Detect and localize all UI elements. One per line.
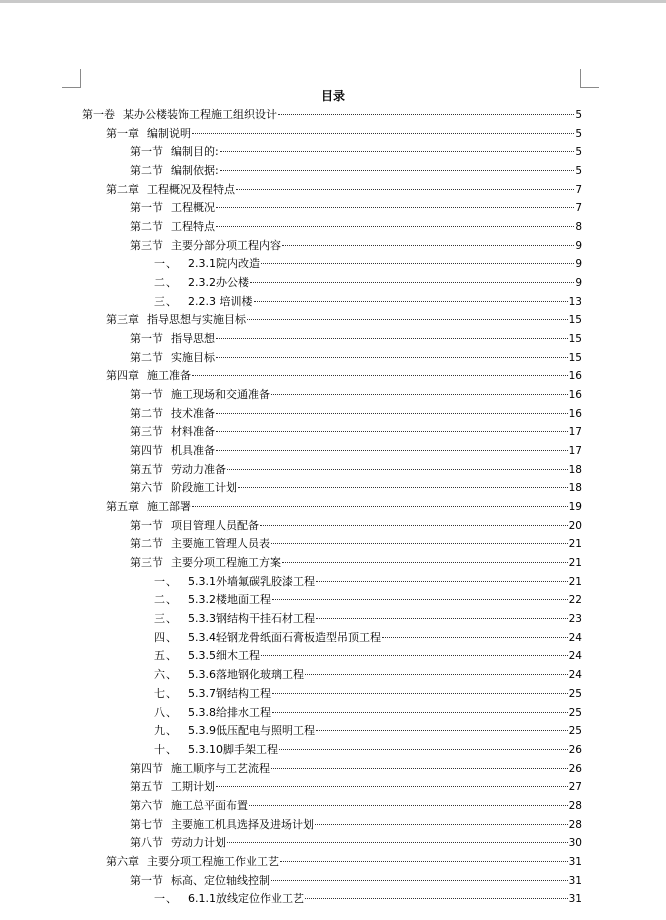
toc-entry-text: 工程概况 bbox=[171, 201, 215, 215]
toc-dot-leader bbox=[382, 637, 568, 638]
toc-entry-text: 主要分项工程施工作业工艺 bbox=[147, 854, 279, 868]
toc-entry-number: 一、 bbox=[154, 892, 178, 906]
toc-entry[interactable] bbox=[82, 760, 582, 779]
toc-entry-number: 八、 bbox=[154, 705, 178, 719]
margin-corner-mark-right bbox=[580, 69, 599, 88]
toc-dot-leader bbox=[261, 263, 574, 264]
toc-entry-text: 主要分部分项工程内容 bbox=[171, 238, 281, 252]
toc-dot-leader bbox=[216, 786, 568, 787]
toc-dot-leader bbox=[271, 543, 568, 544]
toc-page-number: 25 bbox=[568, 725, 582, 738]
toc-entry[interactable] bbox=[82, 797, 582, 816]
toc-page-number: 26 bbox=[568, 762, 582, 775]
toc-dot-leader bbox=[192, 375, 568, 376]
toc-entry-label bbox=[154, 722, 315, 740]
toc-entry-number: 第一节 bbox=[130, 388, 163, 402]
toc-entry-text: 施工总平面布置 bbox=[171, 798, 248, 812]
toc-entry-number: 第六节 bbox=[130, 481, 163, 495]
toc-entry-label bbox=[106, 853, 279, 871]
toc-entry-label bbox=[154, 890, 304, 908]
toc-page-number: 23 bbox=[568, 613, 582, 626]
toc-entry[interactable] bbox=[82, 647, 582, 666]
toc-dot-leader bbox=[227, 842, 568, 843]
toc-page-number: 31 bbox=[568, 855, 582, 868]
toc-entry-text: 劳动力计划 bbox=[171, 836, 226, 850]
toc-dot-leader bbox=[236, 189, 574, 190]
toc-dot-leader bbox=[271, 880, 568, 881]
toc-page-number: 16 bbox=[568, 370, 582, 383]
toc-entry-number: 第二节 bbox=[130, 220, 163, 234]
toc-entry[interactable] bbox=[82, 106, 582, 125]
toc-entry-label bbox=[130, 143, 219, 161]
toc-entry-label bbox=[130, 461, 226, 479]
toc-dot-leader bbox=[227, 469, 568, 470]
toc-entry-text: 6.1.1放线定位作业工艺 bbox=[188, 892, 304, 906]
toc-entry-label bbox=[130, 778, 215, 796]
toc-entry-text: 施工准备 bbox=[147, 369, 191, 383]
toc-dot-leader bbox=[316, 730, 568, 731]
toc-page-number: 17 bbox=[568, 426, 582, 439]
toc-entry-number: 第三节 bbox=[130, 238, 163, 252]
toc-entry-text: 5.3.4轻钢龙骨纸面石膏板造型吊顶工程 bbox=[188, 630, 381, 644]
toc-entry-label bbox=[154, 591, 271, 609]
toc-entry[interactable] bbox=[82, 218, 582, 237]
toc-entry-label bbox=[106, 181, 235, 199]
toc-entry-text: 技术准备 bbox=[171, 406, 215, 420]
toc-entry-text: 主要分项工程施工方案 bbox=[171, 556, 281, 570]
toc-page-number: 7 bbox=[575, 183, 582, 196]
toc-entry-text: 5.3.6落地钢化玻璃工程 bbox=[188, 668, 304, 682]
toc-entry[interactable] bbox=[82, 685, 582, 704]
toc-entry[interactable] bbox=[82, 479, 582, 498]
toc-entry-label bbox=[106, 311, 246, 329]
toc-entry-label bbox=[130, 405, 215, 423]
toc-dot-leader bbox=[247, 319, 568, 320]
toc-entry-label bbox=[130, 517, 259, 535]
toc-entry[interactable] bbox=[82, 535, 582, 554]
toc-dot-leader bbox=[279, 749, 568, 750]
toc-dot-leader bbox=[282, 245, 574, 246]
toc-entry[interactable] bbox=[82, 293, 582, 312]
toc-entry-text: 机具准备 bbox=[171, 444, 215, 458]
toc-entry-number: 第七节 bbox=[130, 817, 163, 831]
toc-entry-label bbox=[130, 349, 215, 367]
toc-entry-number: 第四章 bbox=[106, 369, 139, 383]
toc-dot-leader bbox=[280, 861, 568, 862]
toc-dot-leader bbox=[250, 282, 574, 283]
toc-entry-text: 施工部署 bbox=[147, 500, 191, 514]
toc-entry-number: 第一章 bbox=[106, 126, 139, 140]
toc-entry-text: 5.3.2楼地面工程 bbox=[188, 593, 271, 607]
toc-page-number: 22 bbox=[568, 594, 582, 607]
toc-page-number: 17 bbox=[568, 445, 582, 458]
toc-entry-label bbox=[130, 479, 237, 497]
toc-entry-number: 九、 bbox=[154, 724, 178, 738]
toc-entry-number: 六、 bbox=[154, 668, 178, 682]
toc-dot-leader bbox=[316, 618, 568, 619]
toc-page-number: 31 bbox=[568, 893, 582, 906]
toc-page-number: 16 bbox=[568, 389, 582, 402]
toc-entry-number: 一、 bbox=[154, 257, 178, 271]
toc-entry-label bbox=[130, 423, 215, 441]
toc-entry-text: 标高、定位轴线控制 bbox=[171, 873, 270, 887]
toc-entry[interactable] bbox=[82, 853, 582, 872]
toc-page-number: 5 bbox=[575, 165, 582, 178]
toc-entry-number: 第三节 bbox=[130, 556, 163, 570]
toc-page-number: 9 bbox=[575, 239, 582, 252]
toc-page-number: 15 bbox=[568, 351, 582, 364]
toc-page-number: 15 bbox=[568, 333, 582, 346]
toc-entry-label bbox=[130, 834, 226, 852]
toc-page-number: 5 bbox=[575, 109, 582, 121]
toc-entry-label bbox=[130, 199, 215, 217]
toc-entry-label bbox=[154, 629, 381, 647]
toc-entry[interactable] bbox=[82, 554, 582, 573]
toc-entry-label bbox=[154, 573, 315, 591]
toc-entry[interactable] bbox=[82, 367, 582, 386]
toc-entry-number: 第四节 bbox=[130, 761, 163, 775]
toc-page-number: 15 bbox=[568, 314, 582, 327]
toc-entry[interactable] bbox=[82, 834, 582, 853]
toc-dot-leader bbox=[272, 693, 568, 694]
toc-page-number: 7 bbox=[575, 202, 582, 215]
toc-entry-label bbox=[154, 704, 271, 722]
toc-entry[interactable] bbox=[82, 311, 582, 330]
toc-entry-text: 工程特点 bbox=[171, 220, 215, 234]
toc-entry[interactable] bbox=[82, 890, 582, 909]
toc-dot-leader bbox=[216, 450, 568, 451]
toc-entry[interactable] bbox=[82, 666, 582, 685]
toc-entry-text: 5.3.10脚手架工程 bbox=[188, 742, 278, 756]
toc-dot-leader bbox=[254, 301, 568, 302]
toc-entry-text: 5.3.9低压配电与照明工程 bbox=[188, 724, 315, 738]
toc-entry[interactable] bbox=[82, 704, 582, 723]
toc-entry-label bbox=[130, 797, 248, 815]
toc-entry-label bbox=[154, 610, 315, 628]
toc-entry-number: 三、 bbox=[154, 612, 178, 626]
toc-entry-number: 第二节 bbox=[130, 537, 163, 551]
toc-entry-text: 编制目的: bbox=[171, 145, 219, 159]
toc-entry-text: 阶段施工计划 bbox=[171, 481, 237, 495]
toc-entry-text: 某办公楼装饰工程施工组织设计 bbox=[123, 108, 277, 121]
toc-entry[interactable] bbox=[82, 199, 582, 218]
toc-dot-leader bbox=[271, 394, 568, 395]
toc-entry-text: 编制依据: bbox=[171, 164, 219, 178]
toc-entry-text: 2.2.3 培训楼 bbox=[188, 294, 253, 308]
toc-page-number: 16 bbox=[568, 407, 582, 420]
toc-entry-number: 一、 bbox=[154, 574, 178, 588]
toc-entry[interactable] bbox=[82, 498, 582, 517]
toc-entry[interactable] bbox=[82, 629, 582, 648]
toc-dot-leader bbox=[278, 114, 574, 115]
toc-entry-label bbox=[154, 274, 249, 292]
margin-corner-mark-left bbox=[62, 69, 81, 88]
toc-entry-number: 第六章 bbox=[106, 854, 139, 868]
toc-entry-number: 七、 bbox=[154, 686, 178, 700]
toc-entry-label bbox=[130, 386, 270, 404]
toc-page-number: 21 bbox=[568, 538, 582, 551]
toc-page-number: 30 bbox=[568, 837, 582, 850]
toc-dot-leader bbox=[261, 655, 568, 656]
toc-entry-number: 第六节 bbox=[130, 798, 163, 812]
toc-entry-label bbox=[130, 237, 281, 255]
toc-entry-number: 第五节 bbox=[130, 780, 163, 794]
toc-dot-leader bbox=[260, 525, 568, 526]
toc-entry-label bbox=[130, 554, 281, 572]
toc-entry-number: 二、 bbox=[154, 276, 178, 290]
toc-entry-text: 项目管理人员配备 bbox=[171, 518, 259, 532]
toc-entry[interactable] bbox=[82, 330, 582, 349]
toc-entry[interactable] bbox=[82, 517, 582, 536]
toc-entry-text: 指导思想与实施目标 bbox=[147, 313, 246, 327]
toc-entry-text: 材料准备 bbox=[171, 425, 215, 439]
toc-entry-text: 5.3.1外墙氟碳乳胶漆工程 bbox=[188, 574, 315, 588]
toc-entry-label bbox=[154, 255, 260, 273]
toc-entry-text: 实施目标 bbox=[171, 350, 215, 364]
toc-entry-number: 第三章 bbox=[106, 313, 139, 327]
toc-page-number: 13 bbox=[568, 295, 582, 308]
toc-dot-leader bbox=[272, 599, 568, 600]
toc-page-number: 28 bbox=[568, 818, 582, 831]
toc-dot-leader bbox=[192, 133, 574, 134]
toc-entry[interactable] bbox=[82, 181, 582, 200]
toc-title: 目录 bbox=[320, 89, 345, 103]
toc-page-number: 21 bbox=[568, 557, 582, 570]
toc-dot-leader bbox=[249, 805, 568, 806]
toc-entry-number: 第五章 bbox=[106, 500, 139, 514]
toc-page-number: 20 bbox=[568, 519, 582, 532]
toc-entry-text: 施工顺序与工艺流程 bbox=[171, 761, 270, 775]
toc-entry-text: 主要施工管理人员表 bbox=[171, 537, 270, 551]
toc-dot-leader bbox=[216, 207, 574, 208]
toc-entry[interactable] bbox=[82, 591, 582, 610]
toc-entry[interactable] bbox=[82, 573, 582, 592]
toc-entry-label bbox=[130, 162, 219, 180]
toc-page-number: 9 bbox=[575, 277, 582, 290]
toc-entry-text: 工程概况及程特点 bbox=[147, 182, 235, 196]
toc-entry-number: 第一节 bbox=[130, 332, 163, 346]
toc-dot-leader bbox=[216, 357, 568, 358]
toc-page-number: 19 bbox=[568, 501, 582, 514]
toc-page-number: 25 bbox=[568, 687, 582, 700]
toc-entry[interactable] bbox=[82, 349, 582, 368]
toc-entry-text: 2.3.1院内改造 bbox=[188, 257, 260, 271]
table-of-contents bbox=[82, 106, 582, 909]
toc-entry-text: 5.3.8给排水工程 bbox=[188, 705, 271, 719]
toc-dot-leader bbox=[315, 824, 568, 825]
toc-page-number: 24 bbox=[568, 631, 582, 644]
toc-page-number: 31 bbox=[568, 874, 582, 887]
toc-entry[interactable] bbox=[82, 872, 582, 891]
toc-dot-leader bbox=[216, 338, 568, 339]
toc-page-number: 24 bbox=[568, 650, 582, 663]
toc-dot-leader bbox=[272, 712, 568, 713]
toc-entry-number: 第二章 bbox=[106, 182, 139, 196]
toc-entry-number: 三、 bbox=[154, 294, 178, 308]
toc-page-number: 24 bbox=[568, 669, 582, 682]
toc-page-number: 27 bbox=[568, 781, 582, 794]
toc-dot-leader bbox=[316, 581, 568, 582]
toc-dot-leader bbox=[271, 768, 568, 769]
toc-entry-label bbox=[130, 535, 270, 553]
toc-entry-label bbox=[154, 293, 253, 311]
toc-page-number: 21 bbox=[568, 575, 582, 588]
toc-dot-leader bbox=[305, 898, 568, 899]
toc-entry[interactable] bbox=[82, 143, 582, 162]
toc-entry[interactable] bbox=[82, 778, 582, 797]
toc-entry[interactable] bbox=[82, 125, 582, 144]
toc-entry-number: 第一节 bbox=[130, 201, 163, 215]
toc-entry-number: 第一节 bbox=[130, 145, 163, 159]
toc-entry-label bbox=[82, 106, 277, 124]
toc-page-number: 5 bbox=[575, 146, 582, 159]
toc-dot-leader bbox=[282, 562, 568, 563]
toc-dot-leader bbox=[305, 674, 568, 675]
toc-entry-number: 第四节 bbox=[130, 444, 163, 458]
toc-dot-leader bbox=[220, 151, 575, 152]
toc-entry-label bbox=[130, 330, 215, 348]
toc-entry-text: 工期计划 bbox=[171, 780, 215, 794]
toc-entry[interactable] bbox=[82, 442, 582, 461]
toc-dot-leader bbox=[220, 170, 575, 171]
toc-entry-label bbox=[154, 685, 271, 703]
toc-entry-text: 施工现场和交通准备 bbox=[171, 388, 270, 402]
toc-entry-label bbox=[130, 760, 270, 778]
toc-entry-label bbox=[130, 218, 215, 236]
toc-entry-label bbox=[154, 647, 260, 665]
toc-entry-number: 第二节 bbox=[130, 350, 163, 364]
toc-entry[interactable] bbox=[82, 255, 582, 274]
toc-page-number: 8 bbox=[575, 221, 582, 234]
toc-entry-label bbox=[106, 367, 191, 385]
toc-entry[interactable] bbox=[82, 610, 582, 629]
toc-entry[interactable] bbox=[82, 816, 582, 835]
toc-entry-label bbox=[154, 741, 278, 759]
toc-entry[interactable] bbox=[82, 741, 582, 760]
toc-page-number: 5 bbox=[575, 127, 582, 140]
toc-page-number: 9 bbox=[575, 258, 582, 271]
toc-entry-label bbox=[106, 498, 191, 516]
toc-dot-leader bbox=[238, 487, 568, 488]
toc-entry-text: 5.3.7钢结构工程 bbox=[188, 686, 271, 700]
toc-entry-number: 第三节 bbox=[130, 425, 163, 439]
toc-entry-label bbox=[130, 816, 314, 834]
toc-entry-text: 主要施工机具选择及进场计划 bbox=[171, 817, 314, 831]
toc-entry-label bbox=[106, 125, 191, 143]
toc-page-number: 25 bbox=[568, 706, 582, 719]
toc-entry-label bbox=[130, 872, 270, 890]
toc-dot-leader bbox=[192, 506, 568, 507]
toc-entry-number: 十、 bbox=[154, 742, 178, 756]
toc-entry[interactable] bbox=[82, 461, 582, 480]
toc-entry[interactable] bbox=[82, 386, 582, 405]
toc-page-number: 28 bbox=[568, 799, 582, 812]
toc-entry[interactable] bbox=[82, 405, 582, 424]
toc-entry-text: 指导思想 bbox=[171, 332, 215, 346]
toc-entry-number: 第一卷 bbox=[82, 108, 115, 121]
toc-entry-label bbox=[154, 666, 304, 684]
toc-dot-leader bbox=[216, 226, 574, 227]
toc-entry-text: 编制说明 bbox=[147, 126, 191, 140]
toc-entry-number: 四、 bbox=[154, 630, 178, 644]
toc-dot-leader bbox=[216, 431, 568, 432]
toc-entry-text: 2.3.2办公楼 bbox=[188, 276, 249, 290]
toc-entry-number: 第二节 bbox=[130, 406, 163, 420]
toc-entry-number: 五、 bbox=[154, 649, 178, 663]
toc-page-number: 18 bbox=[568, 482, 582, 495]
toc-entry-number: 第八节 bbox=[130, 836, 163, 850]
toc-page-number: 26 bbox=[568, 743, 582, 756]
toc-entry-text: 劳动力准备 bbox=[171, 462, 226, 476]
toc-entry[interactable] bbox=[82, 423, 582, 442]
toc-entry[interactable] bbox=[82, 237, 582, 256]
toc-entry-number: 第一节 bbox=[130, 518, 163, 532]
toc-entry-number: 二、 bbox=[154, 593, 178, 607]
toc-entry-number: 第五节 bbox=[130, 462, 163, 476]
toc-entry[interactable] bbox=[82, 162, 582, 181]
toc-entry-number: 第一节 bbox=[130, 873, 163, 887]
toc-dot-leader bbox=[216, 413, 568, 414]
toc-entry-text: 5.3.3钢结构干挂石材工程 bbox=[188, 612, 315, 626]
toc-entry-number: 第二节 bbox=[130, 164, 163, 178]
toc-entry-text: 5.3.5细木工程 bbox=[188, 649, 260, 663]
toc-entry[interactable] bbox=[82, 722, 582, 741]
toc-entry[interactable] bbox=[82, 274, 582, 293]
toc-entry-label bbox=[130, 442, 215, 460]
toc-page-number: 18 bbox=[568, 463, 582, 476]
